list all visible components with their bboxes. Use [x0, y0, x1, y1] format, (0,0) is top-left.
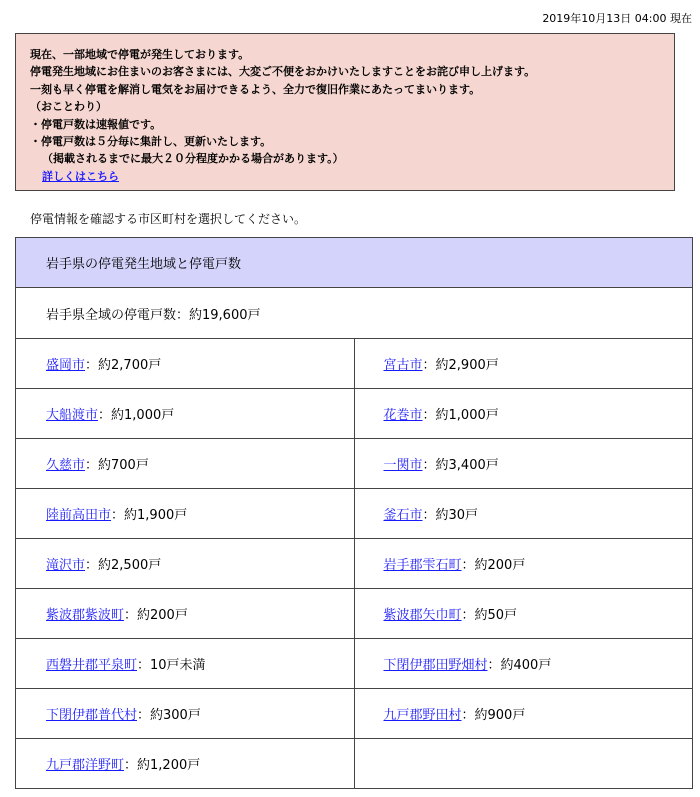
total-outage: 岩手県全域の停電戸数：約19,600戸	[16, 288, 693, 339]
table-header: 岩手県の停電発生地域と停電戸数	[16, 238, 693, 288]
area-cell	[354, 539, 693, 589]
area-link[interactable]: 大船渡市	[46, 408, 99, 423]
table-row	[16, 339, 693, 389]
area-cell	[16, 439, 355, 489]
table-row	[16, 589, 693, 639]
area-link[interactable]: 一関市	[383, 458, 423, 473]
area-cell	[16, 389, 355, 439]
area-link[interactable]: 宮古市	[383, 358, 423, 373]
notice-line: 現在、一部地域で停電が発生しております。	[30, 48, 250, 61]
area-outage-count: ：約900戸	[461, 708, 526, 723]
area-outage-count: ：約2,700戸	[85, 358, 162, 373]
area-link[interactable]: 九戸郡洋野町	[46, 758, 125, 773]
table-row	[16, 539, 693, 589]
table-row	[16, 739, 693, 789]
instruction-text: 停電情報を確認する市区町村を選択してください。	[30, 212, 307, 226]
area-link[interactable]: 盛岡市	[46, 358, 86, 373]
area-link[interactable]: 陸前高田市	[46, 508, 112, 523]
area-cell	[354, 389, 693, 439]
area-outage-count: ：約1,000戸	[98, 408, 175, 423]
area-outage-count: ：約300戸	[137, 708, 201, 723]
area-link[interactable]: 紫波郡紫波町	[46, 608, 125, 623]
notice-line: 一刻も早く停電を解消し電気をお届けできるよう、全力で復旧作業にあたってまいります。	[30, 82, 481, 96]
outage-table	[15, 237, 693, 789]
area-cell	[16, 589, 355, 639]
area-outage-count: ：約400戸	[487, 658, 552, 673]
table-row	[16, 489, 693, 539]
area-cell	[354, 489, 693, 539]
area-outage-count: ：約2,900戸	[422, 358, 499, 373]
area-cell	[354, 439, 693, 489]
area-link[interactable]: 下閉伊郡田野畑村	[383, 658, 488, 673]
notice-line: 停電発生地域にお住まいのお客さまには、大変ご不便をおかけいたしますことをお詫び申し上げます。	[30, 65, 536, 79]
timestamp: 2019年10月13日 04:00 現在	[542, 12, 692, 25]
table-row	[16, 689, 693, 739]
outage-notice	[15, 33, 675, 191]
area-cell	[354, 339, 693, 389]
area-link[interactable]: 九戸郡野田村	[383, 708, 462, 723]
area-link[interactable]: 滝沢市	[46, 558, 86, 573]
area-cell	[16, 539, 355, 589]
area-link[interactable]: 花巻市	[383, 408, 423, 423]
area-outage-count: ：約30戸	[422, 508, 479, 523]
table-row	[16, 389, 693, 439]
notice-line: （おことわり）	[30, 100, 107, 114]
area-outage-count: ：約1,200戸	[124, 758, 201, 773]
area-outage-count: ：約200戸	[461, 558, 526, 573]
area-outage-count: ：10戸未満	[137, 658, 206, 673]
area-cell	[354, 739, 693, 789]
area-cell	[354, 639, 693, 689]
area-cell	[16, 689, 355, 739]
notice-line: ・停電戸数は５分毎に集計し、更新いたします。	[30, 135, 272, 149]
notice-line: （掲載されるまでに最大２０分程度かかる場合があります。）	[42, 152, 344, 166]
area-cell	[16, 339, 355, 389]
area-outage-count: ：約2,500戸	[85, 558, 162, 573]
table-row	[16, 439, 693, 489]
area-outage-count: ：約200戸	[124, 608, 188, 623]
area-link[interactable]: 岩手郡雫石町	[383, 558, 462, 573]
area-cell	[16, 639, 355, 689]
details-link[interactable]: 詳しくはこちら	[42, 169, 119, 183]
table-row	[16, 639, 693, 689]
area-link[interactable]: 西磐井郡平泉町	[46, 658, 138, 673]
area-link[interactable]: 釜石市	[383, 508, 423, 523]
area-cell	[354, 689, 693, 739]
area-outage-count: ：約1,000戸	[422, 408, 499, 423]
area-outage-count: ：約700戸	[85, 458, 149, 473]
notice-line: ・停電戸数は速報値です。	[30, 117, 162, 131]
area-link[interactable]: 久慈市	[46, 458, 86, 473]
area-cell	[354, 589, 693, 639]
area-link[interactable]: 紫波郡矢巾町	[383, 608, 462, 623]
area-outage-count: ：約3,400戸	[422, 458, 499, 473]
area-link[interactable]: 下閉伊郡普代村	[46, 708, 138, 723]
area-cell	[16, 739, 355, 789]
area-outage-count: ：約50戸	[461, 608, 518, 623]
area-cell	[16, 489, 355, 539]
area-outage-count: ：約1,900戸	[111, 508, 188, 523]
